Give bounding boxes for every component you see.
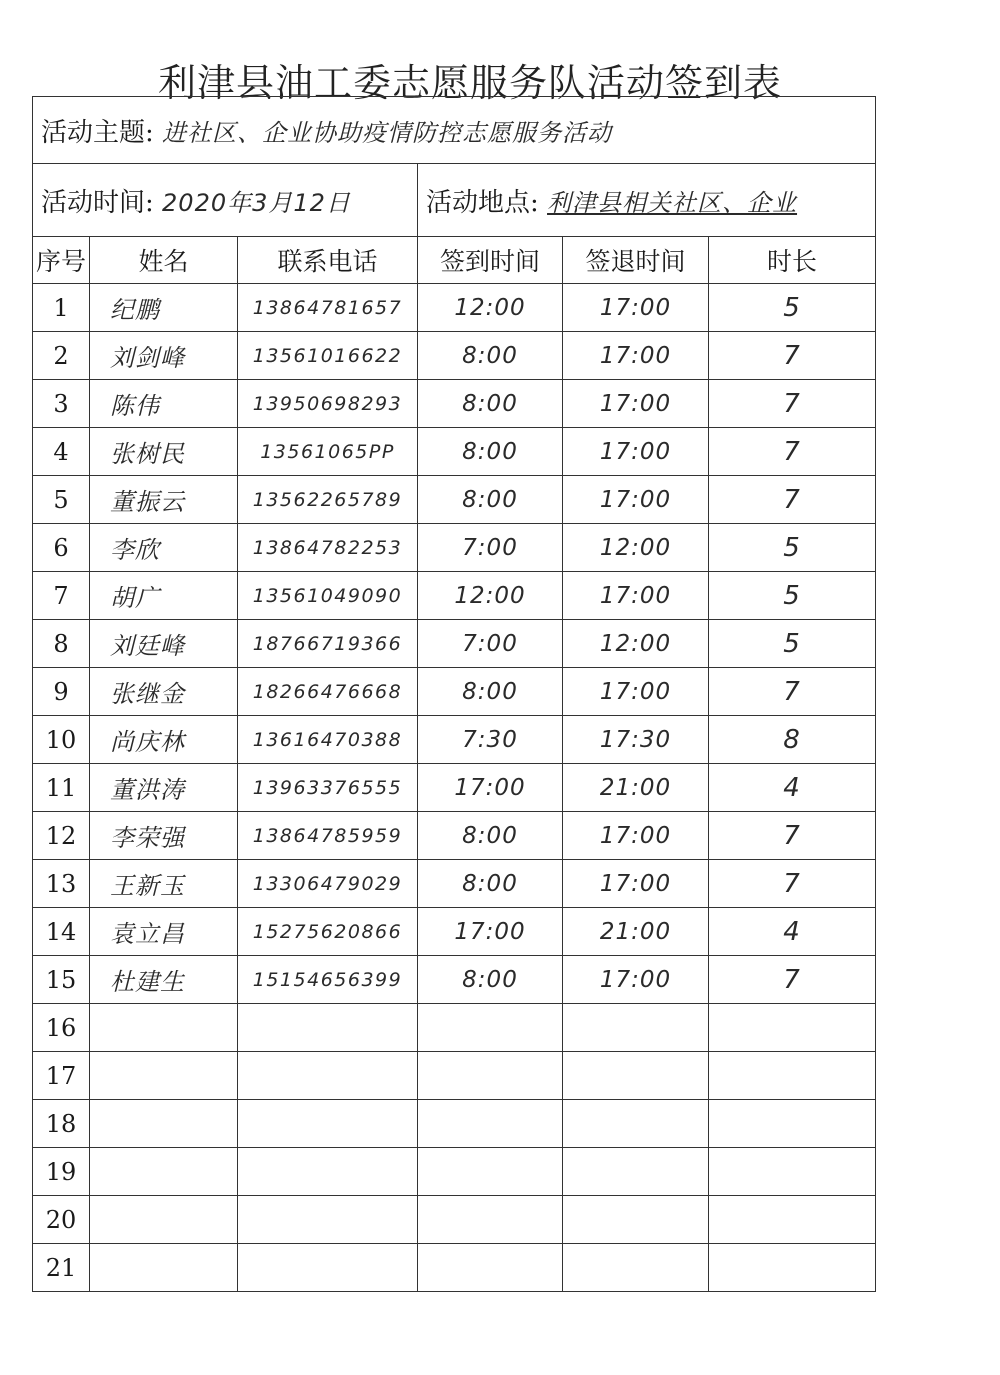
volunteer-name [90, 1100, 238, 1148]
signin-time: 7:00 [418, 620, 563, 668]
signout-time: 17:00 [563, 668, 709, 716]
time-place-row [33, 164, 876, 237]
phone-number: 13963376555 [238, 764, 418, 812]
table-row [33, 812, 876, 860]
volunteer-name: 李欣 [90, 524, 238, 572]
duration-hours [709, 1100, 876, 1148]
phone-number: 13616470388 [238, 716, 418, 764]
signin-sheet [32, 96, 875, 1321]
row-number: 20 [33, 1196, 90, 1244]
header-phone: 联系电话 [238, 237, 418, 284]
signin-time: 12:00 [418, 284, 563, 332]
volunteer-name [90, 1052, 238, 1100]
table-row [33, 1100, 876, 1148]
volunteer-name: 刘廷峰 [90, 620, 238, 668]
table-row [33, 908, 876, 956]
signin-time [418, 1052, 563, 1100]
topic-row [33, 97, 876, 164]
volunteer-name: 董洪涛 [90, 764, 238, 812]
phone-number: 13864785959 [238, 812, 418, 860]
signin-time [418, 1004, 563, 1052]
volunteer-name [90, 1148, 238, 1196]
row-number: 10 [33, 716, 90, 764]
table-row [33, 668, 876, 716]
duration-hours [709, 1148, 876, 1196]
phone-number [238, 1244, 418, 1292]
signout-time [563, 1100, 709, 1148]
row-number: 15 [33, 956, 90, 1004]
table-row [33, 1196, 876, 1244]
phone-number [238, 1100, 418, 1148]
volunteer-name: 尚庆林 [90, 716, 238, 764]
table-row [33, 284, 876, 332]
duration-hours: 7 [709, 428, 876, 476]
signin-time: 7:00 [418, 524, 563, 572]
signout-time: 17:00 [563, 284, 709, 332]
row-number: 5 [33, 476, 90, 524]
duration-hours [709, 1196, 876, 1244]
phone-number: 13864782253 [238, 524, 418, 572]
table-row [33, 620, 876, 668]
signout-time: 17:00 [563, 860, 709, 908]
duration-hours: 5 [709, 572, 876, 620]
signout-time [563, 1004, 709, 1052]
phone-number [238, 1004, 418, 1052]
signin-time [418, 1100, 563, 1148]
phone-number [238, 1148, 418, 1196]
signin-time [418, 1244, 563, 1292]
place-value: 利津县相关社区、企业 [547, 188, 798, 217]
phone-number: 15275620866 [238, 908, 418, 956]
row-number: 14 [33, 908, 90, 956]
table-row [33, 1052, 876, 1100]
signout-time: 17:30 [563, 716, 709, 764]
duration-hours: 4 [709, 908, 876, 956]
volunteer-name: 陈伟 [90, 380, 238, 428]
duration-hours [709, 1052, 876, 1100]
topic-value: 进社区、企业协助疫情防控志愿服务活动 [162, 118, 613, 147]
duration-hours: 7 [709, 332, 876, 380]
table-row [33, 764, 876, 812]
row-number: 13 [33, 860, 90, 908]
volunteer-name [90, 1004, 238, 1052]
phone-number: 13561065PP [238, 428, 418, 476]
time-value: 2020年3月12日 [162, 188, 351, 217]
table-row [33, 1244, 876, 1292]
phone-number: 15154656399 [238, 956, 418, 1004]
table-row [33, 716, 876, 764]
duration-hours [709, 1244, 876, 1292]
volunteer-name: 纪鹏 [90, 284, 238, 332]
row-number: 1 [33, 284, 90, 332]
duration-hours: 7 [709, 380, 876, 428]
phone-number [238, 1052, 418, 1100]
row-number: 21 [33, 1244, 90, 1292]
signout-time: 17:00 [563, 380, 709, 428]
header-row [33, 237, 876, 284]
signout-time: 12:00 [563, 620, 709, 668]
row-number: 9 [33, 668, 90, 716]
volunteer-name: 董振云 [90, 476, 238, 524]
row-number: 2 [33, 332, 90, 380]
row-number: 11 [33, 764, 90, 812]
signout-time: 17:00 [563, 572, 709, 620]
table-row [33, 956, 876, 1004]
signin-time [418, 1148, 563, 1196]
signin-time [418, 1196, 563, 1244]
duration-hours: 5 [709, 284, 876, 332]
table-row [33, 380, 876, 428]
signout-time: 17:00 [563, 956, 709, 1004]
signin-time: 8:00 [418, 956, 563, 1004]
table-row [33, 860, 876, 908]
duration-hours: 7 [709, 812, 876, 860]
table-row [33, 1004, 876, 1052]
row-number: 6 [33, 524, 90, 572]
table-row [33, 476, 876, 524]
volunteer-name: 王新玉 [90, 860, 238, 908]
signout-time [563, 1148, 709, 1196]
signin-time: 8:00 [418, 860, 563, 908]
signin-time: 17:00 [418, 764, 563, 812]
phone-number: 18766719366 [238, 620, 418, 668]
volunteer-name: 袁立昌 [90, 908, 238, 956]
duration-hours: 7 [709, 668, 876, 716]
signout-time [563, 1196, 709, 1244]
row-number: 16 [33, 1004, 90, 1052]
header-name: 姓名 [90, 237, 238, 284]
signin-time: 8:00 [418, 668, 563, 716]
duration-hours [709, 1004, 876, 1052]
row-number: 8 [33, 620, 90, 668]
signin-time: 7:30 [418, 716, 563, 764]
time-label: 活动时间: [41, 187, 154, 218]
volunteer-name: 杜建生 [90, 956, 238, 1004]
signout-time: 12:00 [563, 524, 709, 572]
volunteer-name: 李荣强 [90, 812, 238, 860]
signout-time: 17:00 [563, 332, 709, 380]
table-row [33, 524, 876, 572]
sheet-title: 利津县油工委志愿服务队活动签到表 [157, 61, 782, 105]
duration-hours: 7 [709, 860, 876, 908]
signout-time: 17:00 [563, 428, 709, 476]
row-number: 12 [33, 812, 90, 860]
volunteer-name: 胡广 [90, 572, 238, 620]
phone-number: 13306479029 [238, 860, 418, 908]
phone-number: 13561016622 [238, 332, 418, 380]
phone-number [238, 1196, 418, 1244]
signin-time: 12:00 [418, 572, 563, 620]
duration-hours: 7 [709, 956, 876, 1004]
phone-number: 13562265789 [238, 476, 418, 524]
signin-time: 8:00 [418, 332, 563, 380]
header-signin: 签到时间 [418, 237, 563, 284]
duration-hours: 5 [709, 620, 876, 668]
row-number: 17 [33, 1052, 90, 1100]
signout-time [563, 1244, 709, 1292]
signin-table [32, 96, 876, 1292]
table-row [33, 332, 876, 380]
row-number: 4 [33, 428, 90, 476]
duration-hours: 7 [709, 476, 876, 524]
phone-number: 13561049090 [238, 572, 418, 620]
signout-time: 17:00 [563, 812, 709, 860]
table-row [33, 1148, 876, 1196]
header-signout: 签退时间 [563, 237, 709, 284]
table-row [33, 428, 876, 476]
signin-time: 8:00 [418, 812, 563, 860]
phone-number: 13864781657 [238, 284, 418, 332]
signout-time: 17:00 [563, 476, 709, 524]
signin-time: 8:00 [418, 476, 563, 524]
header-duration: 时长 [709, 237, 876, 284]
duration-hours: 5 [709, 524, 876, 572]
row-number: 3 [33, 380, 90, 428]
duration-hours: 8 [709, 716, 876, 764]
header-no: 序号 [33, 237, 90, 284]
signout-time [563, 1052, 709, 1100]
volunteer-name: 刘剑峰 [90, 332, 238, 380]
phone-number: 13950698293 [238, 380, 418, 428]
signin-time: 8:00 [418, 380, 563, 428]
signin-time: 17:00 [418, 908, 563, 956]
volunteer-name [90, 1244, 238, 1292]
place-label: 活动地点: [426, 187, 539, 218]
volunteer-name: 张继金 [90, 668, 238, 716]
phone-number: 18266476668 [238, 668, 418, 716]
signout-time: 21:00 [563, 764, 709, 812]
row-number: 18 [33, 1100, 90, 1148]
row-number: 7 [33, 572, 90, 620]
table-row [33, 572, 876, 620]
topic-label: 活动主题: [41, 117, 154, 148]
duration-hours: 4 [709, 764, 876, 812]
volunteer-name [90, 1196, 238, 1244]
signout-time: 21:00 [563, 908, 709, 956]
row-number: 19 [33, 1148, 90, 1196]
signin-time: 8:00 [418, 428, 563, 476]
volunteer-name: 张树民 [90, 428, 238, 476]
